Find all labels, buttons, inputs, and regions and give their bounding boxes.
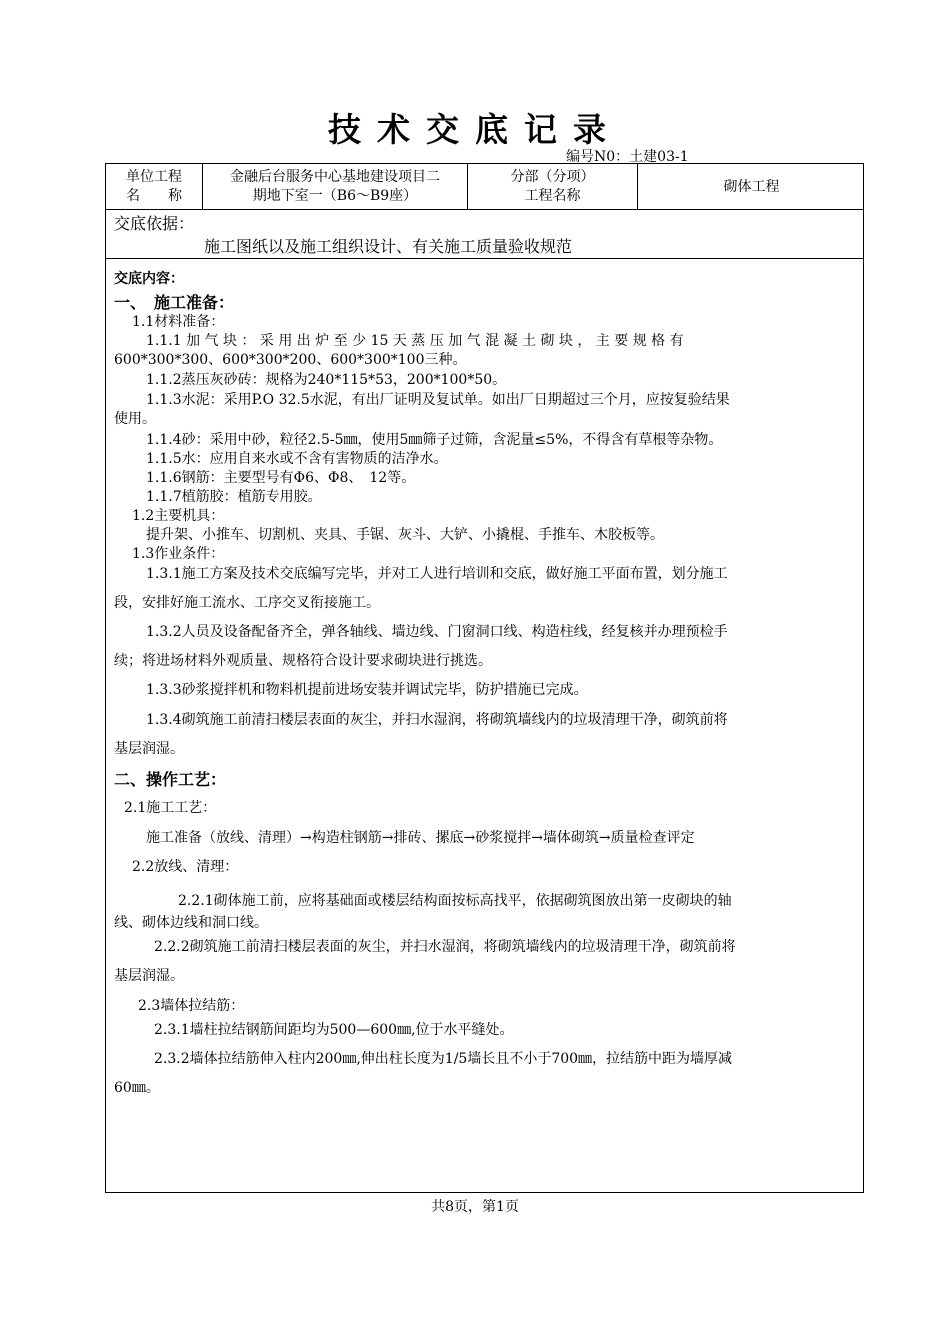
line-1-1-2: 1.1.2蒸压灰砂砖：规格为240*115*53，200*100*50。 (146, 372, 507, 388)
line-2-3-2b: 60㎜。 (114, 1080, 160, 1096)
content-label: 交底内容： (114, 271, 184, 287)
part-name-value: 砌体工程 (723, 179, 780, 195)
line-1-1-4: 1.1.4砂：采用中砂，粒径2.5-5㎜，使用5㎜筛子过筛，含泥量≤5%，不得含有草根等杂物。 (146, 432, 723, 448)
line-1-3-4a: 1.3.4砌筑施工前清扫楼层表面的灰尘，并扫水湿润，将砌筑墙线内的垃圾清理干净，砌筑前将 (146, 712, 728, 728)
line-2-3-1: 2.3.1墙柱拉结钢筋间距均为500—600㎜,位于水平缝处。 (154, 1022, 514, 1038)
project-name-line1: 金融后台服务中心基地建设项目二 (230, 169, 440, 185)
section-heading-2: 二、操作工艺： (114, 770, 227, 789)
line-2-2-1a: 2.2.1砌体施工前，应将基础面或楼层结构面按标高找平，依据砌筑图放出第一皮砌块的轴 (178, 893, 732, 909)
basis-divider (106, 258, 863, 259)
document-title: 技术交底记录 (328, 110, 622, 149)
line-2-1: 2.1施工工艺： (124, 800, 217, 816)
line-1-3-4b: 基层润湿。 (114, 741, 184, 757)
part-name-cell (638, 164, 865, 210)
line-1-3-1a: 1.3.1施工方案及技术交底编写完毕，并对工人进行培训和交底，做好施工平面布置，划分施工 (146, 566, 728, 582)
basis-label: 交底依据： (114, 214, 195, 233)
line-1-3-2b: 续；将进场材料外观质量、规格符合设计要求砌块进行挑选。 (114, 653, 492, 669)
project-name-line2: 期地下室一（B6～B9座） (252, 188, 418, 204)
line-1-3-2a: 1.3.2人员及设备配备齐全，弹各轴线、墙边线、门窗洞口线、构造柱线，经复核并办理预检手 (146, 624, 728, 640)
part-label-cell (468, 164, 638, 210)
line-1-1-6: 1.1.6钢筋：主要型号有Φ6、Φ8、 12等。 (146, 470, 416, 486)
project-name-cell (203, 164, 468, 210)
line-2-2: 2.2放线、清理： (132, 859, 239, 875)
line-1-2-text: 提升架、小推车、切割机、夹具、手锯、灰斗、大铲、小撬棍、手推车、木胶板等。 (146, 527, 664, 543)
unit-label-line2: 名 称 (126, 188, 182, 204)
basis-text: 施工图纸以及施工组织设计、有关施工质量验收规范 (204, 237, 573, 256)
unit-label-line1: 单位工程 (126, 169, 182, 185)
line-1-3-3: 1.3.3砂浆搅拌机和物料机提前进场安装并调试完毕，防护措施已完成。 (146, 682, 588, 698)
line-1-1: 1.1材料准备： (132, 314, 225, 330)
section-heading-1: 一、 施工准备： (114, 293, 235, 312)
unit-label-cell (106, 164, 203, 210)
line-1-1-3b: 使用。 (114, 411, 156, 427)
line-1-1-7: 1.1.7植筋胶：植筋专用胶。 (146, 489, 322, 505)
line-1-3-1b: 段，安排好施工流水、工序交叉衔接施工。 (114, 595, 380, 611)
line-2-3: 2.3墙体拉结筋： (138, 998, 245, 1014)
line-1-1-5: 1.1.5水：应用自来水或不含有害物质的洁净水。 (146, 451, 448, 467)
page-footer: 共8页，第1页 (431, 1199, 519, 1215)
line-1-1-1b: 600*300*300、600*300*200、600*300*100三种。 (114, 352, 467, 368)
header-divider (106, 209, 863, 210)
part-label-line2: 工程名称 (524, 188, 581, 204)
part-label-line1: 分部（分项） (510, 169, 595, 185)
line-1-1-1a: 1.1.1 加 气 块 ： 采 用 出 炉 至 少 15 天 蒸 压 加 气 混 凝 土 砌 块 ， 主 要 规 格 有 (146, 333, 684, 349)
line-1-1-3a: 1.1.3水泥：采用P.O 32.5水泥，有出厂证明及复试单。如出厂日期超过三个月，应按复验结果 (146, 392, 730, 408)
line-2-2-2a: 2.2.2砌筑施工前清扫楼层表面的灰尘，并扫水湿润，将砌筑墙线内的垃圾清理干净，砌筑前将 (154, 939, 736, 955)
line-2-1-text: 施工准备（放线、清理）→构造柱钢筋→排砖、摞底→砂浆搅拌→墙体砌筑→质量检查评定 (146, 830, 695, 846)
line-2-2-2b: 基层润湿。 (114, 968, 184, 984)
line-1-3: 1.3作业条件： (132, 546, 225, 562)
document-number: 编号N0：土建03-1 (566, 149, 689, 165)
line-2-3-2a: 2.3.2墙体拉结筋伸入柱内200㎜,伸出柱长度为1/5墙长且不小于700㎜，拉结筋中距为墙厚减 (154, 1051, 733, 1067)
line-1-2: 1.2主要机具： (132, 508, 225, 524)
line-2-2-1b: 线、砌体边线和洞口线。 (114, 915, 268, 931)
record-table (105, 163, 864, 1193)
